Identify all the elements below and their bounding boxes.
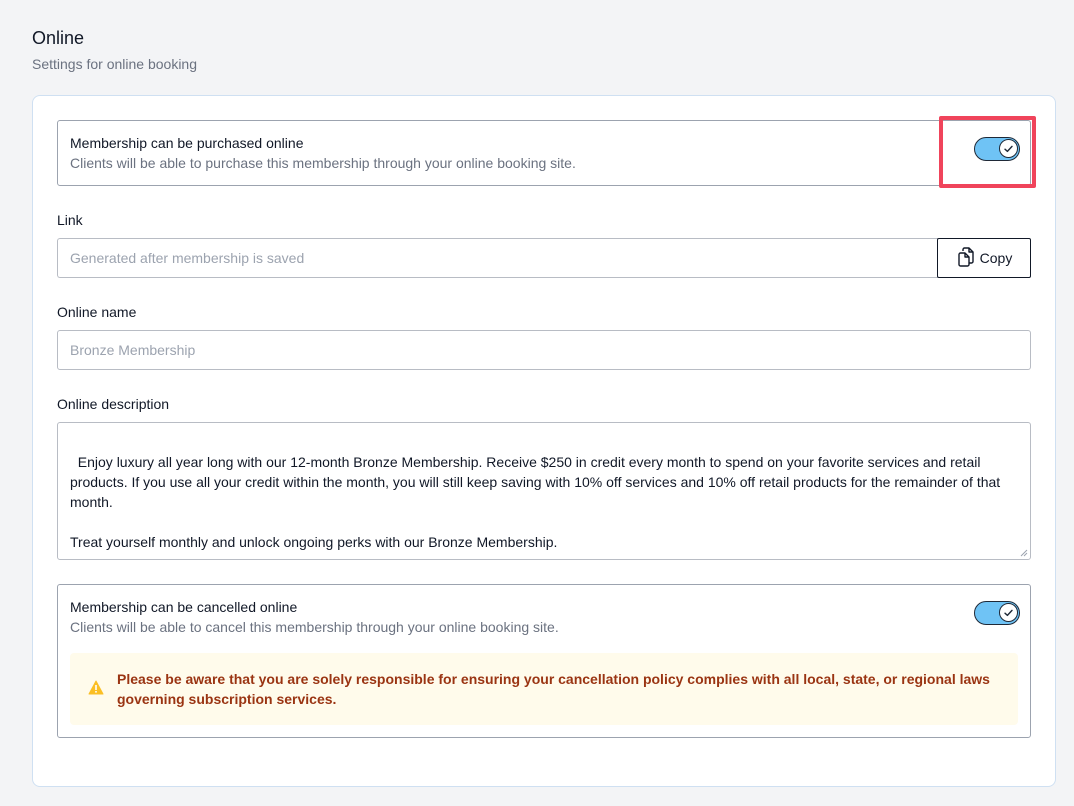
- online-description-text: Enjoy luxury all year long with our 12-month Bronze Membership. Receive $250 in credit every month to spend on your favorite services and retail products. If you use all your credit within the month, you will still keep saving with 10% off services and 10% off retail products for the remainder of that month. Treat yourself monthly and unlock ongoing perks with our Bronze Membership.: [70, 454, 1001, 550]
- cancel-online-toggle[interactable]: [974, 601, 1020, 625]
- online-description-label: Online description: [57, 396, 170, 412]
- purchase-online-box: [57, 120, 1031, 186]
- check-icon: [999, 139, 1018, 158]
- cancel-online-title: Membership can be cancelled online: [70, 599, 298, 615]
- purchase-online-title: Membership can be purchased online: [70, 135, 304, 151]
- copy-icon: [956, 246, 976, 271]
- online-description-textarea[interactable]: [57, 422, 1031, 560]
- section-subtitle: Settings for online booking: [32, 56, 197, 72]
- link-input[interactable]: [57, 238, 938, 278]
- online-name-label: Online name: [57, 304, 137, 320]
- purchase-online-description: Clients will be able to purchase this membership through your online booking site.: [70, 155, 576, 171]
- copy-button[interactable]: [937, 238, 1031, 278]
- online-name-input[interactable]: [57, 330, 1031, 370]
- warning-triangle-icon: [88, 680, 104, 695]
- link-label: Link: [57, 212, 83, 228]
- cancel-online-description: Clients will be able to cancel this membership through your online booking site.: [70, 619, 559, 635]
- copy-button-label: Copy: [979, 250, 1013, 266]
- section-title: Online: [32, 28, 85, 48]
- cancellation-warning: [70, 653, 1018, 725]
- check-icon: [999, 603, 1018, 622]
- purchase-online-toggle[interactable]: [974, 137, 1020, 161]
- resize-grip-icon[interactable]: [1020, 549, 1028, 557]
- warning-text: Please be aware that you are solely responsible for ensuring your cancellation policy complies with all local, state, or regional laws governing subscription services.: [117, 671, 990, 707]
